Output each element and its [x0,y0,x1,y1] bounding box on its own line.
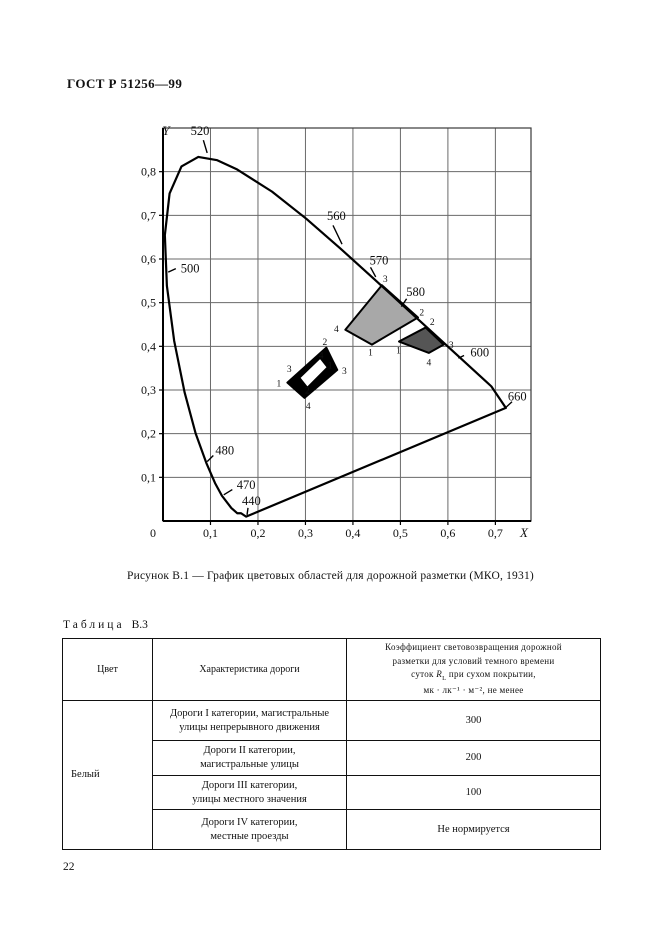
table-number: В.3 [131,619,148,631]
road-line: улицы местного значения [192,793,307,805]
col-header-coefficient [347,639,601,701]
wavelength-label: 580 [406,285,425,300]
coefficient-symbol: R [436,669,443,680]
chromaticity-diagram-svg [100,110,560,558]
x-tick-label: 0,3 [297,526,313,540]
plot-border [163,128,531,521]
origin-label: 0 [150,526,156,540]
road-line: магистральные улицы [200,759,299,770]
vertex-label: 3 [286,364,292,375]
value-cell: Не нормируется [347,810,601,850]
vertex-label: 3 [382,274,388,285]
table-label-word: Таблица [63,619,125,631]
vertex-label: 4 [426,358,432,369]
vertex-label: 1 [368,348,373,359]
col-header-color: Цвет [63,639,153,701]
reflectance-table [62,638,601,850]
wavelength-label: 520 [190,124,210,139]
wavelength-label: 480 [215,443,235,458]
y-tick-label: 0,3 [141,383,156,397]
wavelength-label: 560 [326,209,346,224]
x-tick-label: 0,5 [392,526,408,540]
y-tick-label: 0,4 [141,339,156,354]
y-tick-label: 0,1 [141,470,156,485]
wavelength-leader [333,225,342,244]
wavelength-label: 600 [470,345,490,360]
col-header-road: Характеристика дороги [153,639,347,701]
wavelength-leader [247,508,248,515]
y-tick-label: 0,7 [141,208,156,223]
vertex-label: 2 [429,318,435,329]
wavelength-label: 440 [241,493,261,508]
vertex-label: 3 [448,340,454,351]
road-cell [153,810,347,850]
road-cell [153,776,347,810]
vertex-label: 1 [327,361,333,372]
vertex-label: 1 [276,379,282,390]
coef-line-3-suffix: при сухом покрытии, [446,669,536,680]
wavelength-leader [168,269,176,272]
road-cell [153,701,347,741]
vertex-label: 1 [396,346,401,357]
vertex-label: 4 [318,351,324,362]
road-line: Дороги IV категории, [201,816,298,828]
coef-line-3-prefix: суток [411,669,437,680]
x-tick-label: 0,2 [250,526,266,540]
wavelength-label: 660 [507,389,527,404]
vertex-label: 2 [322,337,328,348]
wavelength-label: 470 [236,478,256,493]
table-row [63,701,601,741]
y-tick-label: 0,5 [141,295,156,310]
table-label [63,619,148,631]
vertex-label: 4 [333,325,339,336]
y-axis-title: Y [162,123,170,138]
road-line: улицы непрерывного движения [179,721,320,733]
wavelength-label: 500 [180,261,200,276]
coef-line-1: Коэффициент световозвращения дорожной [385,642,562,653]
table-header-row [63,639,601,701]
document-header: ГОСТ Р 51256—99 [67,76,183,91]
wavelength-leader [203,140,207,153]
coef-units: мк · лк⁻¹ · м⁻², не менее [423,685,524,696]
x-tick-label: 0,7 [487,526,503,540]
road-line: Дороги III категории, [201,779,298,791]
value-cell: 100 [347,776,601,810]
y-tick-label: 0,2 [141,426,156,441]
vertex-label: 2 [419,308,425,319]
wavelength-label: 570 [369,253,389,268]
x-tick-label: 0,6 [440,526,456,540]
road-line: местные проезды [210,830,289,842]
vertex-label: 2 [304,386,310,397]
road-cell [153,741,347,776]
road-line: Дороги II категории, [203,745,296,757]
x-axis-title: X [520,525,528,540]
road-line: Дороги I категории, магистральные [169,707,330,719]
y-tick-label: 0,8 [141,164,156,179]
y-tick-label: 0,6 [141,252,156,266]
coefficient-symbol-subscript: L [442,675,447,683]
color-value-cell: Белый [63,701,153,850]
coef-line-2: разметки для условий темного времени [392,655,555,666]
figure-caption: Рисунок В.1 — График цветовых областей для дорожной разметки (МКО, 1931) [127,570,534,582]
value-cell: 200 [347,741,601,776]
value-cell: 300 [347,701,601,741]
vertex-label: 4 [305,402,311,413]
x-tick-label: 0,4 [345,526,361,540]
orange-region [399,328,444,353]
page-number: 22 [63,861,75,873]
x-tick-label: 0,1 [202,526,218,540]
wavelength-leader [224,490,233,495]
chromaticity-chart [100,110,560,558]
vertex-label: 3 [342,367,347,378]
